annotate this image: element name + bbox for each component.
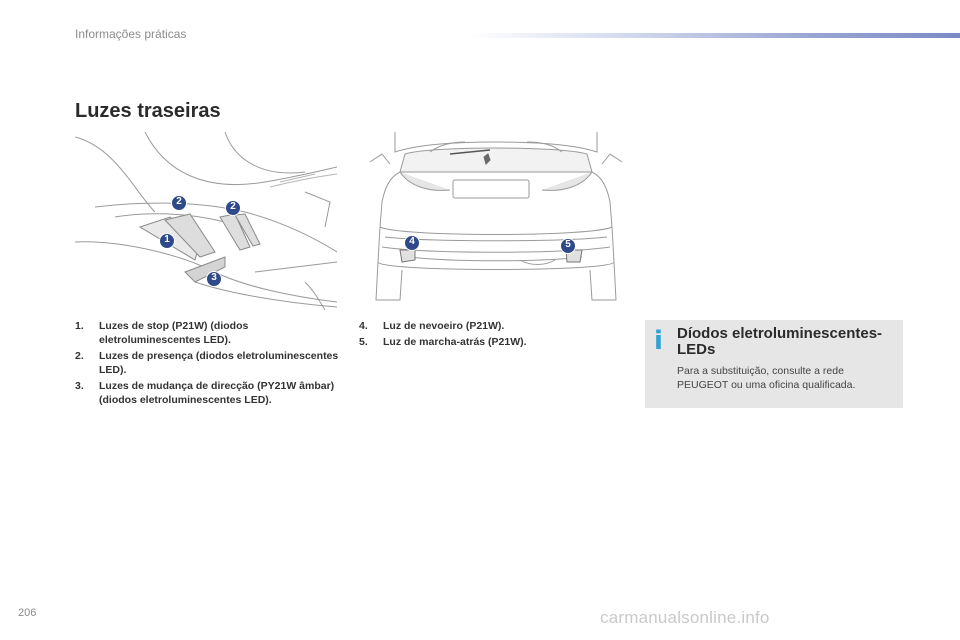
car-rear-figure	[370, 132, 622, 310]
legend-list-right	[359, 319, 619, 351]
callout-badge-1: 1	[159, 233, 175, 254]
list-item: 2. Luzes de presença (diodos eletroluminescentes LED).	[75, 350, 339, 376]
callout-badge-2a: 2	[171, 195, 187, 216]
list-item: 5. Luz de marcha-atrás (P21W).	[359, 336, 527, 348]
legend-list-left	[75, 319, 345, 409]
info-text: Para a substituição, consulte a rede PEUGEOT ou uma oficina qualificada.	[677, 365, 856, 391]
tail-light-closeup-figure	[75, 132, 337, 310]
header-gradient-bar	[470, 33, 960, 38]
watermark: carmanualsonline.info	[600, 608, 770, 627]
list-item: 1. Luzes de stop (P21W) (diodos eletroluminescentes LED).	[75, 320, 249, 346]
callout-badge-4: 4	[404, 235, 420, 256]
callout-badge-5: 5	[560, 238, 576, 259]
page-number: 206	[18, 607, 37, 619]
list-item: 4. Luz de nevoeiro (P21W).	[359, 320, 505, 332]
info-box	[645, 320, 903, 408]
info-title: Díodos eletroluminescentes-LEDs	[677, 325, 883, 358]
callout-badge-3: 3	[206, 271, 222, 292]
list-item: 3. Luzes de mudança de direcção (PY21W âmbar) (diodos eletroluminescentes LED).	[75, 380, 335, 406]
info-icon: i	[654, 326, 663, 356]
page-title: Luzes traseiras	[75, 100, 221, 122]
callout-badge-2b: 2	[225, 200, 241, 221]
section-header: Informações práticas	[75, 27, 187, 41]
